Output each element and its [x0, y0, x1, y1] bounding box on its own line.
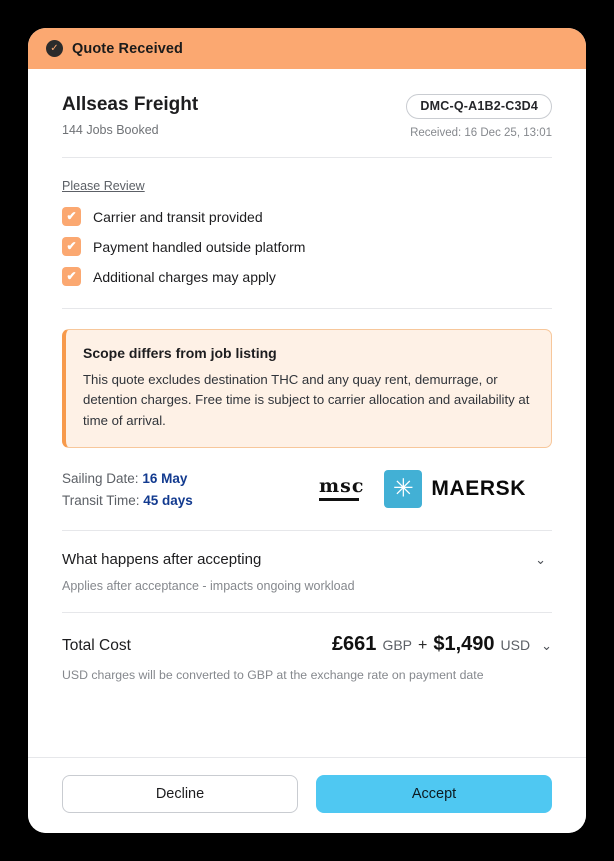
transit-time-label: Transit Time: — [62, 492, 140, 508]
total-cost-row — [62, 633, 552, 656]
transit-time-value: 45 days — [143, 492, 193, 508]
check-icon[interactable]: ✔ — [62, 237, 81, 256]
checklist-item[interactable] — [62, 207, 552, 226]
chevron-down-icon[interactable]: ⌄ — [541, 638, 552, 654]
review-checklist — [62, 207, 552, 286]
quote-header — [28, 69, 586, 157]
total-gbp-currency: GBP — [382, 637, 413, 654]
msc-logo — [319, 477, 364, 501]
accept-button[interactable]: Accept — [316, 775, 552, 813]
total-cost-label: Total Cost — [62, 637, 131, 655]
sailing-date-label: Sailing Date: — [62, 470, 139, 486]
banner-title: Quote Received — [72, 40, 183, 57]
total-cost-amounts[interactable] — [332, 633, 552, 656]
company-block — [62, 94, 198, 137]
maersk-wordmark: MAERSK — [431, 477, 526, 501]
total-cost-note: USD charges will be converted to GBP at the exchange rate on payment date — [62, 668, 484, 683]
checklist-label: Payment handled outside platform — [93, 238, 306, 255]
company-name: Allseas Freight — [62, 94, 199, 115]
accordion-header[interactable] — [62, 551, 552, 568]
msc-logo-text: msc — [319, 475, 365, 498]
accordion-subtitle: Applies after acceptance - impacts ongoing workload — [62, 579, 355, 594]
check-icon[interactable]: ✔ — [62, 207, 81, 226]
carrier-logos — [319, 470, 552, 508]
maersk-logo — [384, 470, 526, 508]
action-footer — [28, 757, 586, 833]
total-gbp-amount: £661 — [331, 633, 377, 656]
check-circle-icon: ✓ — [46, 40, 63, 57]
quote-card — [28, 28, 586, 833]
accordion-title: What happens after accepting — [62, 551, 262, 569]
decline-button[interactable]: Decline — [62, 775, 298, 813]
sailing-date-row — [62, 471, 193, 486]
total-usd-currency: USD — [500, 637, 531, 654]
msc-logo-underline — [319, 498, 359, 501]
card-body — [28, 69, 586, 757]
notice-title: Scope differs from job listing — [83, 345, 277, 361]
checklist-label: Carrier and transit provided — [93, 208, 263, 225]
sailing-date-value: 16 May — [142, 470, 188, 486]
reference-block — [406, 94, 552, 139]
check-icon[interactable]: ✔ — [62, 267, 81, 286]
status-banner — [28, 28, 586, 69]
divider — [62, 308, 552, 309]
received-timestamp: Received: 16 Dec 25, 13:01 — [410, 127, 552, 139]
chevron-down-icon[interactable]: ⌄ — [535, 551, 546, 567]
checklist-label: Additional charges may apply — [93, 268, 276, 285]
sailing-section — [28, 448, 586, 530]
total-usd-amount: $1,490 — [433, 633, 495, 656]
please-review-link[interactable]: Please Review — [62, 179, 145, 193]
maersk-badge — [384, 470, 422, 508]
checklist-item[interactable] — [62, 267, 552, 286]
sailing-facts — [62, 471, 193, 508]
scope-notice — [62, 329, 552, 448]
notice-text: This quote excludes destination THC and any quay rent, demurrage, or detention charges. Free time is subject to carrier allocation and availability at time of arrival. — [83, 372, 530, 428]
maersk-star-icon: ✳ — [392, 474, 414, 503]
total-plus-sign: + — [418, 637, 428, 655]
jobs-booked: 144 Jobs Booked — [62, 123, 159, 137]
transit-time-row — [62, 493, 193, 508]
quote-reference: DMC-Q-A1B2-C3D4 — [406, 94, 552, 119]
total-cost-section — [28, 613, 586, 702]
review-section — [28, 158, 586, 308]
checklist-item[interactable] — [62, 237, 552, 256]
after-accepting-section — [28, 531, 586, 612]
